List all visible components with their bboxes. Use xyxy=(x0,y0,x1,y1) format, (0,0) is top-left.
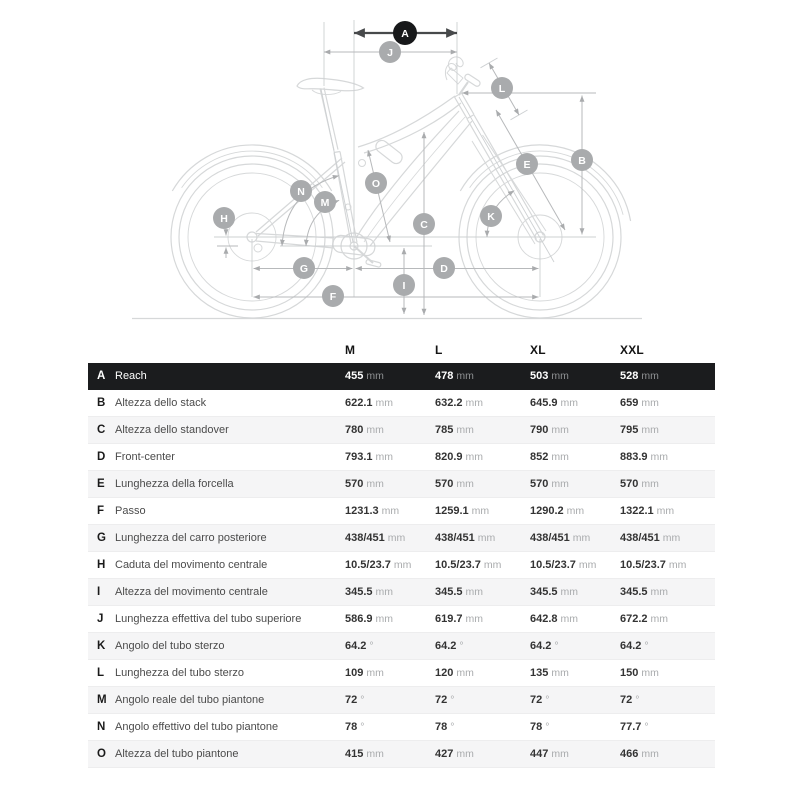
row-value-xxl: 672.2 mm xyxy=(620,613,669,625)
row-value-m: 345.5 mm xyxy=(345,586,394,598)
row-name: Reach xyxy=(115,370,147,382)
row-value-m: 78 ° xyxy=(345,721,365,733)
table-row xyxy=(88,552,715,579)
row-value-l: 78 ° xyxy=(435,721,455,733)
row-value-xl: 790 mm xyxy=(530,424,569,436)
svg-text:G: G xyxy=(299,262,309,275)
row-value-xl: 447 mm xyxy=(530,748,569,760)
row-value-l: 478 mm xyxy=(435,370,474,382)
row-value-m: 1231.3 mm xyxy=(345,505,400,517)
svg-text:D: D xyxy=(440,262,448,275)
row-value-xxl: 150 mm xyxy=(620,667,659,679)
dim-label-L xyxy=(491,77,513,99)
dim-label-H xyxy=(213,207,235,229)
row-value-m: 415 mm xyxy=(345,748,384,760)
row-value-m: 10.5/23.7 mm xyxy=(345,559,412,571)
size-header-xl: XL xyxy=(530,342,546,357)
row-name: Angolo del tubo sterzo xyxy=(115,640,225,652)
dim-label-E xyxy=(516,153,538,175)
table-row xyxy=(88,525,715,552)
svg-text:B: B xyxy=(578,154,586,167)
dim-label-G xyxy=(293,257,315,279)
row-value-xxl: 1322.1 mm xyxy=(620,505,675,517)
dim-label-J xyxy=(379,41,401,63)
svg-text:C: C xyxy=(420,218,428,231)
table-row xyxy=(88,417,715,444)
table-row xyxy=(88,444,715,471)
table-row xyxy=(88,741,715,768)
svg-text:L: L xyxy=(498,82,506,95)
row-name: Angolo reale del tubo piantone xyxy=(115,694,265,706)
row-value-xl: 852 mm xyxy=(530,451,569,463)
row-letter: N xyxy=(97,721,106,733)
row-value-xl: 72 ° xyxy=(530,694,550,706)
table-row xyxy=(88,714,715,741)
row-value-xxl: 528 mm xyxy=(620,370,659,382)
table-row xyxy=(88,579,715,606)
svg-text:H: H xyxy=(220,212,228,225)
row-value-xxl: 10.5/23.7 mm xyxy=(620,559,687,571)
row-letter: B xyxy=(97,397,106,409)
pedal xyxy=(366,259,382,267)
table-row xyxy=(88,498,715,525)
row-name: Front-center xyxy=(115,451,175,463)
row-value-l: 438/451 mm xyxy=(435,532,496,544)
row-name: Altezza del movimento centrale xyxy=(115,586,268,598)
row-value-l: 120 mm xyxy=(435,667,474,679)
row-value-l: 570 mm xyxy=(435,478,474,490)
row-letter: H xyxy=(97,559,106,571)
dim-label-I xyxy=(393,274,415,296)
row-name: Passo xyxy=(115,505,146,517)
row-value-xxl: 883.9 mm xyxy=(620,451,669,463)
row-value-l: 72 ° xyxy=(435,694,455,706)
dim-label-K xyxy=(480,205,502,227)
svg-text:M: M xyxy=(320,196,330,209)
row-value-m: 455 mm xyxy=(345,370,384,382)
table-row xyxy=(88,471,715,498)
svg-text:N: N xyxy=(297,185,305,198)
row-letter: L xyxy=(97,667,105,679)
table-row xyxy=(88,633,715,660)
row-name: Altezza del tubo piantone xyxy=(115,748,239,760)
row-value-m: 622.1 mm xyxy=(345,397,394,409)
table-body xyxy=(88,363,715,768)
row-letter: E xyxy=(97,478,105,490)
row-letter: I xyxy=(97,586,101,598)
row-value-xl: 135 mm xyxy=(530,667,569,679)
row-letter: M xyxy=(97,694,107,706)
row-value-xxl: 659 mm xyxy=(620,397,659,409)
svg-text:K: K xyxy=(487,210,495,223)
row-value-m: 586.9 mm xyxy=(345,613,394,625)
row-value-l: 10.5/23.7 mm xyxy=(435,559,502,571)
saddle xyxy=(297,78,364,91)
row-name: Altezza dello stack xyxy=(115,397,207,409)
row-letter: O xyxy=(97,748,106,760)
dim-label-C xyxy=(413,213,435,235)
row-value-xl: 78 ° xyxy=(530,721,550,733)
dimension-lines xyxy=(217,33,596,315)
svg-text:E: E xyxy=(523,158,531,171)
brake-cables xyxy=(445,57,463,80)
svg-text:I: I xyxy=(402,279,406,292)
svg-text:F: F xyxy=(329,290,337,303)
row-value-xxl: 64.2 ° xyxy=(620,640,649,652)
row-value-m: 780 mm xyxy=(345,424,384,436)
row-value-m: 109 mm xyxy=(345,667,384,679)
dim-label-N xyxy=(290,180,312,202)
svg-text:O: O xyxy=(371,177,381,190)
size-header-xxl: XXL xyxy=(620,342,644,357)
table-row xyxy=(88,606,715,633)
front-wheel xyxy=(459,145,631,318)
row-value-l: 785 mm xyxy=(435,424,474,436)
rear-shock xyxy=(373,138,404,166)
bike-geometry-diagram xyxy=(0,0,800,335)
dim-label-B xyxy=(571,149,593,171)
row-value-m: 438/451 mm xyxy=(345,532,406,544)
row-letter: C xyxy=(97,424,106,436)
bike-drawing xyxy=(132,57,642,319)
row-letter: G xyxy=(97,532,106,544)
dim-label-M xyxy=(314,191,336,213)
row-letter: J xyxy=(97,613,104,625)
row-value-xl: 642.8 mm xyxy=(530,613,579,625)
row-letter: D xyxy=(97,451,106,463)
row-value-xxl: 72 ° xyxy=(620,694,640,706)
table-row xyxy=(88,687,715,714)
dimension-labels xyxy=(213,21,593,307)
size-header-m: M xyxy=(345,342,356,357)
row-name: Lunghezza della forcella xyxy=(115,478,234,490)
row-value-xxl: 795 mm xyxy=(620,424,659,436)
row-value-l: 1259.1 mm xyxy=(435,505,490,517)
row-value-xxl: 345.5 mm xyxy=(620,586,669,598)
row-value-xl: 345.5 mm xyxy=(530,586,579,598)
row-value-xxl: 77.7 ° xyxy=(620,721,649,733)
row-value-l: 619.7 mm xyxy=(435,613,484,625)
row-value-xl: 645.9 mm xyxy=(530,397,579,409)
dim-label-A xyxy=(393,21,417,45)
row-letter: F xyxy=(97,505,105,517)
row-value-m: 72 ° xyxy=(345,694,365,706)
row-value-l: 64.2 ° xyxy=(435,640,464,652)
row-name: Altezza dello standover xyxy=(115,424,229,436)
row-value-xxl: 466 mm xyxy=(620,748,659,760)
row-name: Caduta del movimento centrale xyxy=(115,559,268,571)
size-header-l: L xyxy=(435,342,443,357)
table-row xyxy=(88,660,715,687)
row-value-m: 793.1 mm xyxy=(345,451,394,463)
row-name: Lunghezza del tubo sterzo xyxy=(115,667,245,679)
dim-label-F xyxy=(322,285,344,307)
row-letter: A xyxy=(97,370,106,382)
row-value-xl: 1290.2 mm xyxy=(530,505,585,517)
table-header xyxy=(88,336,715,363)
row-value-xl: 570 mm xyxy=(530,478,569,490)
row-value-xl: 503 mm xyxy=(530,370,569,382)
dim-O xyxy=(368,150,390,242)
row-value-l: 427 mm xyxy=(435,748,474,760)
geometry-table xyxy=(88,336,715,768)
row-value-xl: 438/451 mm xyxy=(530,532,591,544)
row-value-xl: 64.2 ° xyxy=(530,640,559,652)
row-value-l: 820.9 mm xyxy=(435,451,484,463)
row-value-m: 64.2 ° xyxy=(345,640,374,652)
row-name: Lunghezza del carro posteriore xyxy=(115,532,267,544)
row-name: Lunghezza effettiva del tubo superiore xyxy=(115,613,302,625)
row-value-xxl: 570 mm xyxy=(620,478,659,490)
row-value-xl: 10.5/23.7 mm xyxy=(530,559,597,571)
dim-label-D xyxy=(433,257,455,279)
row-letter: K xyxy=(97,640,106,652)
row-value-l: 632.2 mm xyxy=(435,397,484,409)
dim-label-O xyxy=(365,172,387,194)
row-name: Angolo effettivo del tubo piantone xyxy=(115,721,279,733)
row-value-m: 570 mm xyxy=(345,478,384,490)
table-row xyxy=(88,390,715,417)
svg-text:J: J xyxy=(387,46,393,59)
svg-text:A: A xyxy=(401,27,409,40)
row-value-l: 345.5 mm xyxy=(435,586,484,598)
row-value-xxl: 438/451 mm xyxy=(620,532,681,544)
bike-diagram-svg xyxy=(0,0,800,335)
table-row xyxy=(88,363,715,390)
